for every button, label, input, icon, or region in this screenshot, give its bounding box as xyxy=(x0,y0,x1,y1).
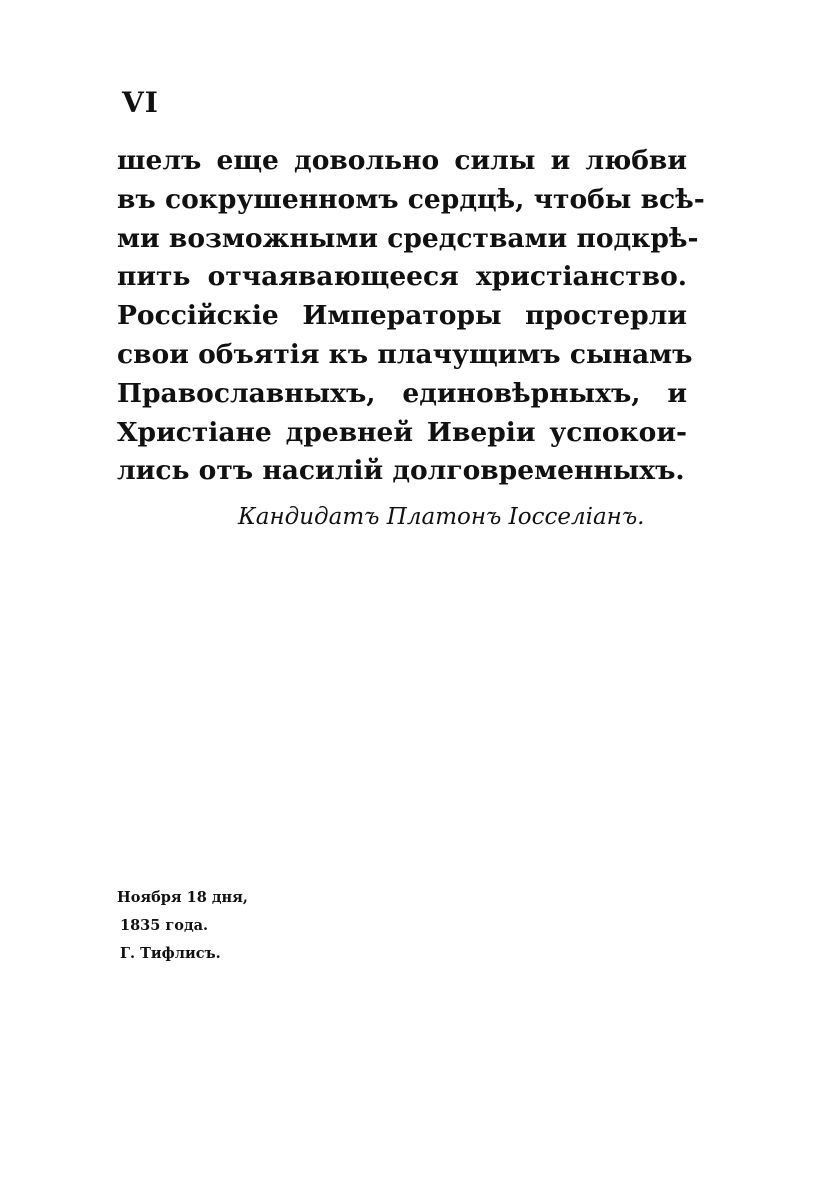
text-line: лись отъ насилій долговременныхъ. xyxy=(117,455,685,487)
dateline-year: 1835 года. xyxy=(120,917,209,934)
dateline-place: Г. Тифлисъ. xyxy=(120,945,221,962)
text-line: шелъ еще довольно силы и любви xyxy=(117,145,687,176)
text-line: свои объятія къ плачущимъ сынамъ xyxy=(117,338,693,370)
text-line: Христіане древней Иверіи успокои- xyxy=(117,416,687,448)
text-line: Россійскіе Императоры простерли xyxy=(117,300,687,332)
signature: Кандидатъ Платонъ Іосселіанъ. xyxy=(238,504,645,530)
text-line: въ сокрушенномъ сердцѣ, чтобы всѣ- xyxy=(117,183,705,215)
text-line: пить отчаявающееся христіанство. xyxy=(117,261,687,293)
dateline-date: Ноября 18 дня, xyxy=(117,889,248,906)
dateline xyxy=(117,884,248,968)
text-line: ми возможными средствами подкрѣ- xyxy=(117,222,699,254)
body-text xyxy=(117,142,705,491)
page-number: VI xyxy=(122,86,159,119)
text-line: Православныхъ, единовѣрныхъ, и xyxy=(117,377,687,409)
